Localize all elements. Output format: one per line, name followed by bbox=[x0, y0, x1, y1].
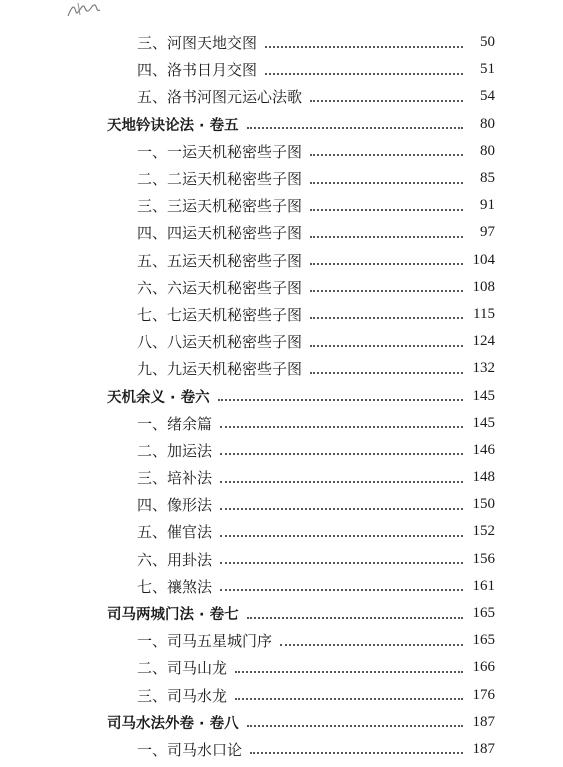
toc-entry[interactable] bbox=[0, 410, 563, 437]
toc-entry[interactable] bbox=[0, 654, 563, 681]
toc-entry-page: 51 bbox=[480, 61, 495, 78]
toc-entry-title: 二、加运法 bbox=[137, 441, 213, 460]
toc-entry-title: 七、七运天机秘密些子图 bbox=[137, 305, 303, 324]
toc-entry-page: 148 bbox=[472, 469, 495, 486]
toc-entry-title: 四、洛书日月交图 bbox=[137, 61, 258, 80]
toc-entry[interactable] bbox=[0, 328, 563, 355]
toc-entry[interactable] bbox=[0, 491, 563, 518]
toc-entry[interactable] bbox=[0, 219, 563, 246]
toc-entry-page: 176 bbox=[472, 686, 495, 703]
toc-entry-title: 四、四运天机秘密些子图 bbox=[137, 224, 303, 243]
toc-entry[interactable] bbox=[0, 165, 563, 192]
dot-leader bbox=[220, 588, 463, 591]
toc-entry-page: 50 bbox=[480, 34, 495, 51]
dot-leader bbox=[250, 751, 463, 754]
toc-entry-title: 天机余义 · 卷六 bbox=[107, 389, 210, 406]
toc-entry-title: 七、禳煞法 bbox=[137, 577, 213, 596]
dot-leader bbox=[310, 99, 463, 102]
dot-leader bbox=[310, 262, 463, 265]
toc-chapter-entry[interactable] bbox=[0, 382, 563, 409]
toc-entry-title: 一、一运天机秘密些子图 bbox=[137, 142, 303, 161]
toc-entry[interactable] bbox=[0, 301, 563, 328]
toc-entry-page: 146 bbox=[472, 441, 495, 458]
dot-leader bbox=[310, 235, 463, 238]
dot-leader bbox=[220, 561, 463, 564]
toc-entry-page: 150 bbox=[472, 496, 495, 513]
dot-leader bbox=[247, 126, 463, 129]
toc-entry-page: 132 bbox=[472, 360, 495, 377]
toc-entry[interactable] bbox=[0, 518, 563, 545]
toc-entry-page: 97 bbox=[480, 224, 495, 241]
toc-entry-title: 司马水法外卷 · 卷八 bbox=[107, 715, 239, 732]
dot-leader bbox=[310, 153, 463, 156]
toc-entry-page: 187 bbox=[472, 740, 495, 757]
dot-leader bbox=[247, 724, 463, 727]
toc-entry-title: 六、六运天机秘密些子图 bbox=[137, 278, 303, 297]
dot-leader bbox=[310, 371, 463, 374]
toc-entry-page: 145 bbox=[472, 387, 495, 404]
toc-entry-page: 152 bbox=[472, 523, 495, 540]
dot-leader bbox=[265, 45, 463, 48]
dot-leader bbox=[310, 344, 463, 347]
handwritten-mark bbox=[64, 0, 114, 20]
toc-entry[interactable] bbox=[0, 546, 563, 573]
toc-entry-page: 156 bbox=[472, 550, 495, 567]
toc-entry-title: 一、司马水口论 bbox=[137, 740, 243, 759]
dot-leader bbox=[220, 480, 463, 483]
toc-entry[interactable] bbox=[0, 56, 563, 83]
toc-entry-page: 91 bbox=[480, 197, 495, 214]
toc-chapter-entry[interactable] bbox=[0, 709, 563, 736]
toc-entry[interactable] bbox=[0, 355, 563, 382]
toc-entry-title: 五、洛书河图元运心法歌 bbox=[137, 88, 303, 107]
toc-entry-title: 九、九运天机秘密些子图 bbox=[137, 360, 303, 379]
toc-entry-page: 80 bbox=[480, 142, 495, 159]
toc-entry[interactable] bbox=[0, 192, 563, 219]
dot-leader bbox=[310, 316, 463, 319]
toc-entry-title: 四、像形法 bbox=[137, 496, 213, 515]
toc-entry-page: 161 bbox=[472, 577, 495, 594]
table-of-contents bbox=[0, 29, 563, 763]
toc-entry-title: 三、三运天机秘密些子图 bbox=[137, 197, 303, 216]
toc-entry[interactable] bbox=[0, 682, 563, 709]
toc-entry-title: 五、催官法 bbox=[137, 523, 213, 542]
toc-entry-title: 天地钤诀论法 · 卷五 bbox=[107, 117, 239, 134]
toc-entry-page: 54 bbox=[480, 88, 495, 105]
toc-entry-page: 85 bbox=[480, 170, 495, 187]
toc-entry-title: 二、二运天机秘密些子图 bbox=[137, 170, 303, 189]
toc-entry-title: 三、司马水龙 bbox=[137, 686, 228, 705]
toc-entry-page: 145 bbox=[472, 414, 495, 431]
toc-entry-page: 166 bbox=[472, 659, 495, 676]
toc-entry[interactable] bbox=[0, 274, 563, 301]
dot-leader bbox=[247, 616, 463, 619]
toc-entry[interactable] bbox=[0, 437, 563, 464]
toc-entry-title: 三、培补法 bbox=[137, 469, 213, 488]
toc-entry-title: 一、绪余篇 bbox=[137, 414, 213, 433]
toc-entry-page: 187 bbox=[472, 713, 495, 730]
toc-entry-title: 司马两城门法 · 卷七 bbox=[107, 607, 239, 624]
dot-leader bbox=[280, 643, 463, 646]
toc-entry-title: 五、五运天机秘密些子图 bbox=[137, 251, 303, 270]
toc-entry-page: 104 bbox=[472, 251, 495, 268]
dot-leader bbox=[235, 670, 463, 673]
toc-entry-page: 80 bbox=[480, 115, 495, 132]
toc-entry[interactable] bbox=[0, 138, 563, 165]
toc-entry[interactable] bbox=[0, 736, 563, 763]
dot-leader bbox=[220, 452, 463, 455]
toc-entry-page: 115 bbox=[473, 305, 495, 322]
toc-entry-page: 165 bbox=[472, 605, 495, 622]
toc-entry-title: 一、司马五星城门序 bbox=[137, 632, 273, 651]
toc-entry[interactable] bbox=[0, 573, 563, 600]
toc-entry-title: 三、河图天地交图 bbox=[137, 34, 258, 53]
dot-leader bbox=[220, 425, 463, 428]
toc-entry-title: 六、用卦法 bbox=[137, 550, 213, 569]
dot-leader bbox=[310, 208, 463, 211]
toc-entry-title: 二、司马山龙 bbox=[137, 659, 228, 678]
dot-leader bbox=[310, 181, 463, 184]
toc-entry[interactable] bbox=[0, 464, 563, 491]
dot-leader bbox=[310, 289, 463, 292]
toc-entry[interactable] bbox=[0, 83, 563, 110]
toc-chapter-entry[interactable] bbox=[0, 111, 563, 138]
toc-entry-page: 108 bbox=[472, 278, 495, 295]
dot-leader bbox=[265, 72, 463, 75]
toc-entry[interactable] bbox=[0, 29, 563, 56]
toc-entry-page: 165 bbox=[472, 632, 495, 649]
dot-leader bbox=[218, 398, 463, 401]
dot-leader bbox=[220, 507, 463, 510]
dot-leader bbox=[220, 534, 463, 537]
toc-entry-page: 124 bbox=[472, 333, 495, 350]
toc-entry[interactable] bbox=[0, 247, 563, 274]
toc-chapter-entry[interactable] bbox=[0, 600, 563, 627]
toc-entry[interactable] bbox=[0, 627, 563, 654]
toc-entry-title: 八、八运天机秘密些子图 bbox=[137, 333, 303, 352]
dot-leader bbox=[235, 697, 463, 700]
